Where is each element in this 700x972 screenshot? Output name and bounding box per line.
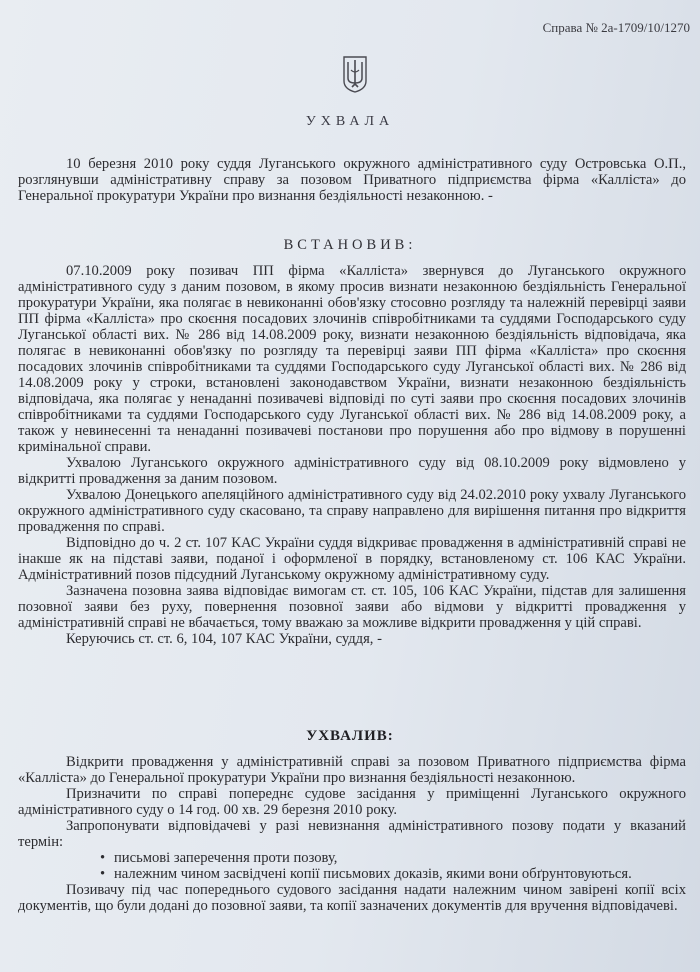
established-paragraph: 07.10.2009 року позивач ПП фірма «Калліста» звернувся до Луганського окружного адміністративного суду з даним позовом, в якому просив визнати незаконною бездіяльність Генеральної прокуратури України, яка полягає в невиконанні обов'язку стосовно розгляду та належній перевірці заяви ПП фірма «Калліста» про скоєння посадових злочинів співробітниками та суддями Господарського суду Луганської області вих. № 286 від 14.08.2009 року, визнати незаконною бездіяльність відповідача, яка полягає в невиконанні обов'язку по розгляду та перевірці заяви ПП фірма «Калліста» про скоєння посадових злочинів співробітниками та суддями Господарського суду Луганської області вих. № 286 від 14.08.2009 року у строки, встановлені законодавством України, визнати незаконною бездіяльність відповідача, яка полягає у ненаданні позивачеві відповіді по суті заяви про скоєння посадових злочинів співробітниками та суддями Господарського суду Луганської області вих. № 286 від 14.08.2009 року, а також у невинесенні та ненаданні позивачеві постанови про порушення або про відмову в порушенні кримінальної справи. bbox=[18, 263, 686, 455]
established-heading: ВСТАНОВИВ: bbox=[283, 237, 417, 253]
case-number: Справа № 2а-1709/10/1270 bbox=[542, 20, 690, 35]
intro-paragraph bbox=[18, 156, 686, 204]
intro-text: 10 березня 2010 року суддя Луганського окружного адміністративного суду Островська О.П., розглянувши адміністративну справу за позовом Приватного підприємства фірма «Калліста» до Генеральної прокуратури України про визнання бездіяльності незаконною. - bbox=[18, 156, 686, 204]
trident-emblem-icon bbox=[341, 54, 369, 94]
resolved-heading: УХВАЛИВ: bbox=[306, 728, 394, 744]
resolved-paragraph: Відкрити провадження у адміністративній справі за позовом Приватного підприємства фірма «Калліста» до Генеральної прокуратури України про визнання бездіяльності незаконною. bbox=[18, 754, 686, 786]
established-paragraph: Зазначена позовна заява відповідає вимогам ст. ст. 105, 106 КАС України, підстав для залишення позовної заяви без руху, повернення позовної заяви або відмови у відкритті провадження у адміністративній справі не вбачається, тому вважаю за можливе відкрити провадження у цій справі. bbox=[18, 583, 686, 631]
final-paragraph: Позивачу під час попереднього судового засідання надати належним чином завірені копії всіх документів, що були додані до позовної заяви, та копії зазначених документів для вручення відповідачеві. bbox=[18, 882, 686, 914]
resolved-section bbox=[18, 754, 686, 914]
resolved-paragraph: Призначити по справі попереднє судове засідання у приміщенні Луганського окружного адміністративного суду о 14 год. 00 хв. 29 березня 2010 року. bbox=[18, 786, 686, 818]
list-item: • належним чином засвідчені копії письмових доказів, якими вони обґрунтовуються. bbox=[114, 866, 686, 882]
established-paragraph: Ухвалою Донецького апеляційного адміністративного суду від 24.02.2010 року ухвалу Луганського окружного адміністративного суду скасовано, та справу направлено для вирішення питання про відкриття провадження по справі. bbox=[18, 487, 686, 535]
evidence-list bbox=[18, 850, 686, 882]
resolved-paragraph: Запропонувати відповідачеві у разі невизнання адміністративного позову подати у вказаний термін: bbox=[18, 818, 686, 850]
established-paragraph: Керуючись ст. ст. 6, 104, 107 КАС України, суддя, - bbox=[66, 631, 382, 647]
document-title: УХВАЛА bbox=[305, 114, 395, 129]
list-item: • письмові заперечення проти позову, bbox=[114, 850, 686, 866]
established-paragraph: Ухвалою Луганського окружного адміністративного суду від 08.10.2009 року відмовлено у відкритті провадження за даним позовом. bbox=[18, 455, 686, 487]
established-section bbox=[18, 263, 686, 647]
established-paragraph: Відповідно до ч. 2 ст. 107 КАС України суддя відкриває провадження в адміністративній справі не інакше як на підставі заяви, поданої і оформленої в порядку, встановленому ст. 106 КАС України. Адміністративний позов підсудний Луганському окружному адміністративному суду. bbox=[18, 535, 686, 583]
